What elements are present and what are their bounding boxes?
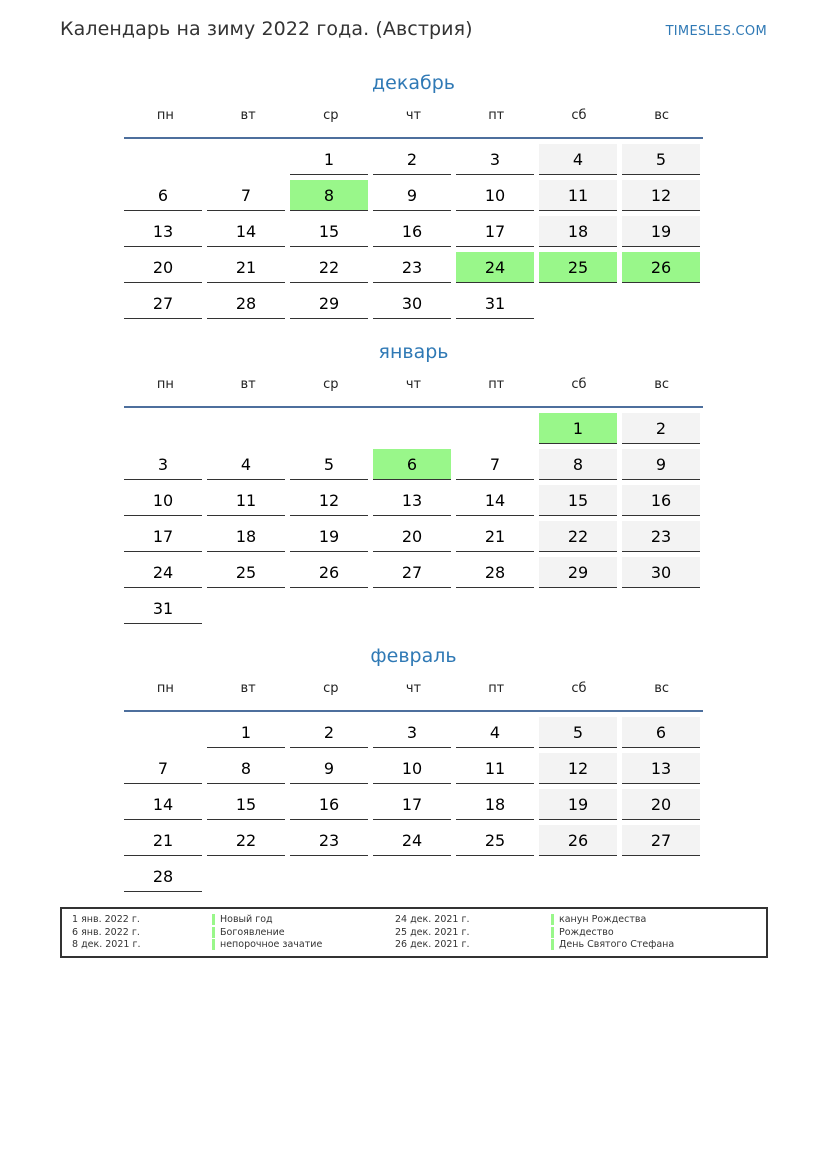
weekday-label: пт <box>488 108 505 123</box>
day-cell: 23 <box>290 825 368 856</box>
weekday-label: чт <box>405 681 422 696</box>
day-cell: 1 <box>290 144 368 175</box>
day-cell: 10 <box>373 753 451 784</box>
day-cell: 21 <box>124 825 202 856</box>
day-cell: 7 <box>207 180 285 211</box>
empty-day-cell <box>373 861 451 892</box>
day-cell: 24 <box>124 557 202 588</box>
empty-day-cell <box>539 288 617 319</box>
day-cell: 29 <box>290 288 368 319</box>
weekday-label: сб <box>571 377 587 392</box>
month-block <box>124 642 703 897</box>
month-block <box>124 69 703 324</box>
week-row <box>124 413 703 449</box>
day-cell: 6 <box>124 180 202 211</box>
day-cell: 20 <box>373 521 451 552</box>
weekday-label: вс <box>654 377 670 392</box>
day-cell: 2 <box>373 144 451 175</box>
day-cell: 22 <box>290 252 368 283</box>
day-cell: 27 <box>622 825 700 856</box>
weekday-label: ср <box>323 108 339 123</box>
page-title: Календарь на зиму 2022 года. (Австрия) <box>60 18 473 40</box>
day-cell: 12 <box>290 485 368 516</box>
day-cell: 7 <box>456 449 534 480</box>
day-cell: 21 <box>456 521 534 552</box>
empty-day-cell <box>290 593 368 624</box>
site-link[interactable]: TIMESLES.COM <box>665 24 767 39</box>
empty-day-cell <box>456 413 534 444</box>
day-cell: 19 <box>539 789 617 820</box>
empty-day-cell <box>207 861 285 892</box>
day-cell: 26 <box>539 825 617 856</box>
holiday-color-marker <box>212 914 215 925</box>
month-name: декабрь <box>372 72 455 94</box>
week-row <box>124 753 703 789</box>
weekday-label: пн <box>156 108 174 123</box>
day-cell: 5 <box>622 144 700 175</box>
empty-day-cell <box>290 861 368 892</box>
day-cell: 28 <box>207 288 285 319</box>
weekday-label: вс <box>654 681 670 696</box>
empty-day-cell <box>622 861 700 892</box>
weekday-label: пн <box>156 377 174 392</box>
day-cell: 21 <box>207 252 285 283</box>
weekday-header <box>124 107 703 137</box>
day-cell: 20 <box>622 789 700 820</box>
weekday-label: вс <box>654 108 670 123</box>
holiday-day-cell: 24 <box>456 252 534 283</box>
day-cell: 15 <box>207 789 285 820</box>
day-cell: 6 <box>622 717 700 748</box>
week-row <box>124 593 703 629</box>
empty-day-cell <box>124 413 202 444</box>
month-name: январь <box>378 341 449 363</box>
day-cell: 9 <box>290 753 368 784</box>
empty-day-cell <box>373 413 451 444</box>
week-row <box>124 180 703 216</box>
day-cell: 16 <box>373 216 451 247</box>
day-cell: 28 <box>124 861 202 892</box>
holiday-day-cell: 8 <box>290 180 368 211</box>
day-cell: 18 <box>207 521 285 552</box>
day-cell: 19 <box>622 216 700 247</box>
weekday-label: сб <box>571 108 587 123</box>
holiday-day-cell: 6 <box>373 449 451 480</box>
day-cell: 29 <box>539 557 617 588</box>
legend-holiday-name: День Святого Стефана <box>551 939 674 952</box>
day-cell: 3 <box>373 717 451 748</box>
legend-date: 26 дек. 2021 г. <box>395 939 470 950</box>
day-cell: 18 <box>456 789 534 820</box>
empty-day-cell <box>456 861 534 892</box>
week-row <box>124 216 703 252</box>
weekday-divider <box>124 406 703 408</box>
day-cell: 19 <box>290 521 368 552</box>
day-cell: 16 <box>622 485 700 516</box>
day-cell: 13 <box>124 216 202 247</box>
weekday-label: вт <box>240 108 256 123</box>
day-cell: 8 <box>539 449 617 480</box>
day-cell: 15 <box>539 485 617 516</box>
weekday-label: ср <box>323 377 339 392</box>
day-cell: 5 <box>539 717 617 748</box>
day-cell: 23 <box>622 521 700 552</box>
week-row <box>124 717 703 753</box>
day-cell: 4 <box>456 717 534 748</box>
day-cell: 27 <box>124 288 202 319</box>
empty-day-cell <box>622 288 700 319</box>
weekday-label: пт <box>488 681 505 696</box>
week-row <box>124 825 703 861</box>
weekday-label: пн <box>156 681 174 696</box>
legend-holiday-name: Рождество <box>551 927 674 940</box>
weekday-header <box>124 376 703 406</box>
empty-day-cell <box>539 861 617 892</box>
weekday-header <box>124 680 703 710</box>
day-cell: 17 <box>373 789 451 820</box>
weekday-label: пт <box>488 377 505 392</box>
legend-date: 1 янв. 2022 г. <box>72 914 140 925</box>
holiday-color-marker <box>551 939 554 950</box>
holiday-color-marker <box>212 939 215 950</box>
empty-day-cell <box>207 593 285 624</box>
day-cell: 3 <box>124 449 202 480</box>
day-cell: 26 <box>290 557 368 588</box>
day-cell: 31 <box>456 288 534 319</box>
day-cell: 30 <box>622 557 700 588</box>
holiday-color-marker <box>551 927 554 938</box>
legend-holiday-name: Новый год <box>212 914 322 927</box>
weekday-label: вт <box>240 681 256 696</box>
day-cell: 10 <box>124 485 202 516</box>
week-row <box>124 521 703 557</box>
day-cell: 23 <box>373 252 451 283</box>
day-cell: 17 <box>124 521 202 552</box>
legend-date: 8 дек. 2021 г. <box>72 939 141 950</box>
day-cell: 12 <box>622 180 700 211</box>
week-row <box>124 449 703 485</box>
day-cell: 28 <box>456 557 534 588</box>
day-cell: 14 <box>124 789 202 820</box>
week-row <box>124 252 703 288</box>
day-cell: 14 <box>207 216 285 247</box>
day-cell: 13 <box>373 485 451 516</box>
week-row <box>124 485 703 521</box>
day-cell: 18 <box>539 216 617 247</box>
weekday-label: сб <box>571 681 587 696</box>
weekday-label: вт <box>240 377 256 392</box>
day-cell: 13 <box>622 753 700 784</box>
weekday-divider <box>124 137 703 139</box>
day-cell: 4 <box>207 449 285 480</box>
day-cell: 9 <box>622 449 700 480</box>
legend-holiday-name: канун Рождества <box>551 914 674 927</box>
day-cell: 10 <box>456 180 534 211</box>
empty-day-cell <box>539 593 617 624</box>
day-cell: 15 <box>290 216 368 247</box>
holiday-day-cell: 25 <box>539 252 617 283</box>
legend-date: 6 янв. 2022 г. <box>72 926 140 938</box>
empty-day-cell <box>124 144 202 175</box>
week-row <box>124 789 703 825</box>
day-cell: 1 <box>207 717 285 748</box>
empty-day-cell <box>290 413 368 444</box>
weekday-label: чт <box>405 377 422 392</box>
legend-holiday-name: Богоявление <box>212 927 322 940</box>
day-cell: 3 <box>456 144 534 175</box>
weekday-label: чт <box>405 108 422 123</box>
holiday-color-marker <box>212 927 215 938</box>
day-cell: 9 <box>373 180 451 211</box>
day-cell: 11 <box>207 485 285 516</box>
day-cell: 31 <box>124 593 202 624</box>
month-name: февраль <box>370 645 457 667</box>
day-cell: 4 <box>539 144 617 175</box>
holiday-day-cell: 26 <box>622 252 700 283</box>
day-cell: 2 <box>290 717 368 748</box>
empty-day-cell <box>207 413 285 444</box>
empty-day-cell <box>207 144 285 175</box>
month-block <box>124 338 703 629</box>
week-row <box>124 144 703 180</box>
day-cell: 12 <box>539 753 617 784</box>
day-cell: 8 <box>207 753 285 784</box>
weekday-divider <box>124 710 703 712</box>
week-row <box>124 557 703 593</box>
weekday-label: ср <box>323 681 339 696</box>
day-cell: 25 <box>456 825 534 856</box>
day-cell: 5 <box>290 449 368 480</box>
day-cell: 2 <box>622 413 700 444</box>
legend-date: 24 дек. 2021 г. <box>395 914 470 925</box>
day-cell: 11 <box>456 753 534 784</box>
day-cell: 27 <box>373 557 451 588</box>
week-row <box>124 861 703 897</box>
empty-day-cell <box>373 593 451 624</box>
day-cell: 11 <box>539 180 617 211</box>
day-cell: 14 <box>456 485 534 516</box>
day-cell: 22 <box>207 825 285 856</box>
day-cell: 22 <box>539 521 617 552</box>
day-cell: 25 <box>207 557 285 588</box>
holiday-color-marker <box>551 914 554 925</box>
holiday-legend <box>60 907 768 958</box>
empty-day-cell <box>622 593 700 624</box>
day-cell: 16 <box>290 789 368 820</box>
holiday-day-cell: 1 <box>539 413 617 444</box>
legend-holiday-name: непорочное зачатие <box>212 939 322 952</box>
legend-date: 25 дек. 2021 г. <box>395 926 470 938</box>
day-cell: 7 <box>124 753 202 784</box>
empty-day-cell <box>456 593 534 624</box>
empty-day-cell <box>124 717 202 748</box>
day-cell: 20 <box>124 252 202 283</box>
day-cell: 24 <box>373 825 451 856</box>
day-cell: 30 <box>373 288 451 319</box>
week-row <box>124 288 703 324</box>
day-cell: 17 <box>456 216 534 247</box>
